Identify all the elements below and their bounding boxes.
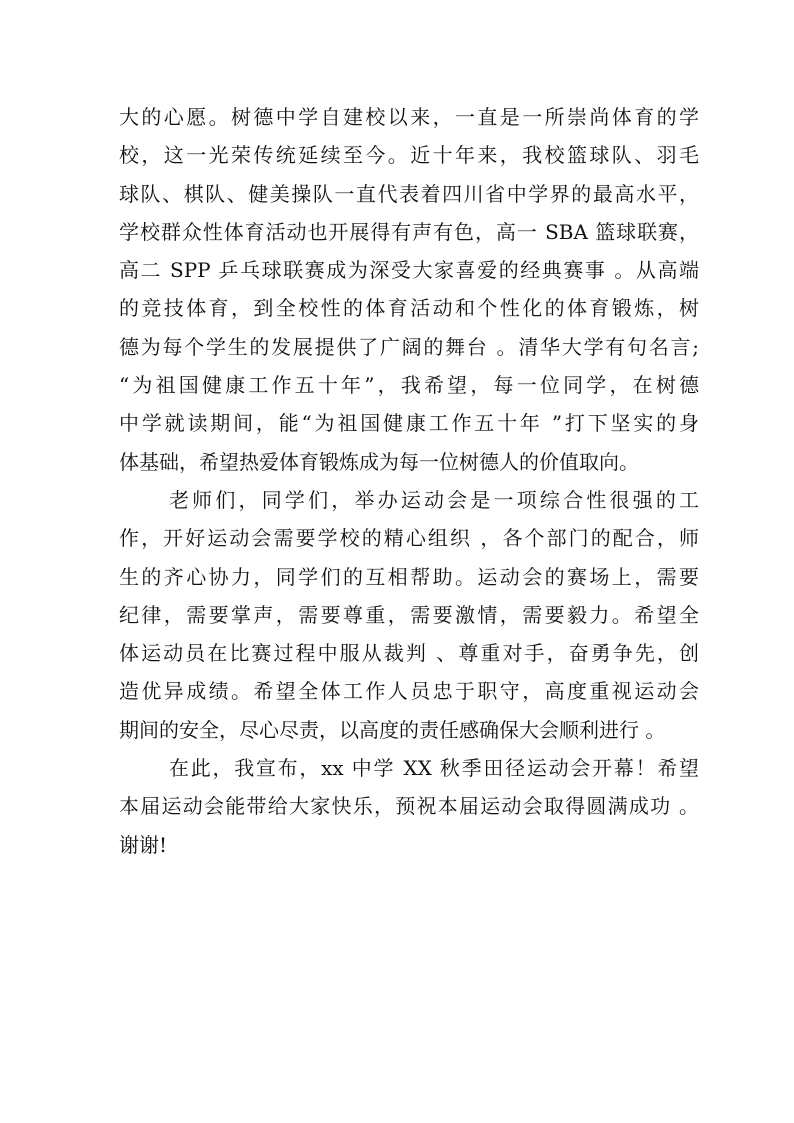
text-line: 作，开好运动会需要学校的精心组织 ，各个部门的配合，师 [119,526,699,551]
document-body [119,98,699,864]
text-line: 中学就读期间，能“为祖国健康工作五十年 ”打下坚实的身 [119,411,699,436]
paragraph-1 [119,98,699,481]
text-line: 校，这一光荣传统延续至今。近十年来，我校篮球队、羽毛 [119,143,699,168]
paragraph-3 [119,749,699,864]
text-line: 在此，我宣布，xx 中学 XX 秋季田径运动会开幕！希望 [169,756,699,781]
text-line: 老师们，同学们，举办运动会是一项综合性很强的工 [169,487,699,512]
text-line: 期间的安全，尽心尽责，以高度的责任感确保大会顺利进行 。 [119,717,666,742]
text-line: 球队、棋队、健美操队一直代表着四川省中学界的最高水平， [119,181,699,206]
text-line: 体运动员在比赛过程中服从裁判 、尊重对手，奋勇争先，创 [119,641,699,666]
text-line: 谢谢! [119,832,168,857]
text-line: 学校群众性体育活动也开展得有声有色，高一 SBA 篮球联赛， [119,219,699,244]
text-line: 高二 SPP 乒乓球联赛成为深受大家喜爱的经典赛事 。从高端 [119,258,699,283]
text-line: “为祖国健康工作五十年”，我希望，每一位同学，在树德 [119,373,699,398]
text-line: 德为每个学生的发展提供了广阔的舞台 。清华大学有句名言; [119,334,699,359]
text-line: 生的齐心协力，同学们的互相帮助。运动会的赛场上，需要 [119,564,699,589]
text-line: 的竞技体育，到全校性的体育活动和个性化的体育锻炼，树 [119,296,699,321]
text-line: 纪律，需要掌声，需要尊重，需要激情，需要毅力。希望全 [119,602,699,627]
text-line: 大的心愿。树德中学自建校以来，一直是一所崇尚体育的学 [119,105,699,129]
text-line: 体基础，希望热爱体育锻炼成为每一位树德人的价值取向。 [119,449,639,474]
text-line: 本届运动会能带给大家快乐，预祝本届运动会取得圆满成功 。 [119,794,699,819]
paragraph-2 [119,481,699,749]
text-line: 造优异成绩。希望全体工作人员忠于职守，高度重视运动会 [119,679,699,704]
